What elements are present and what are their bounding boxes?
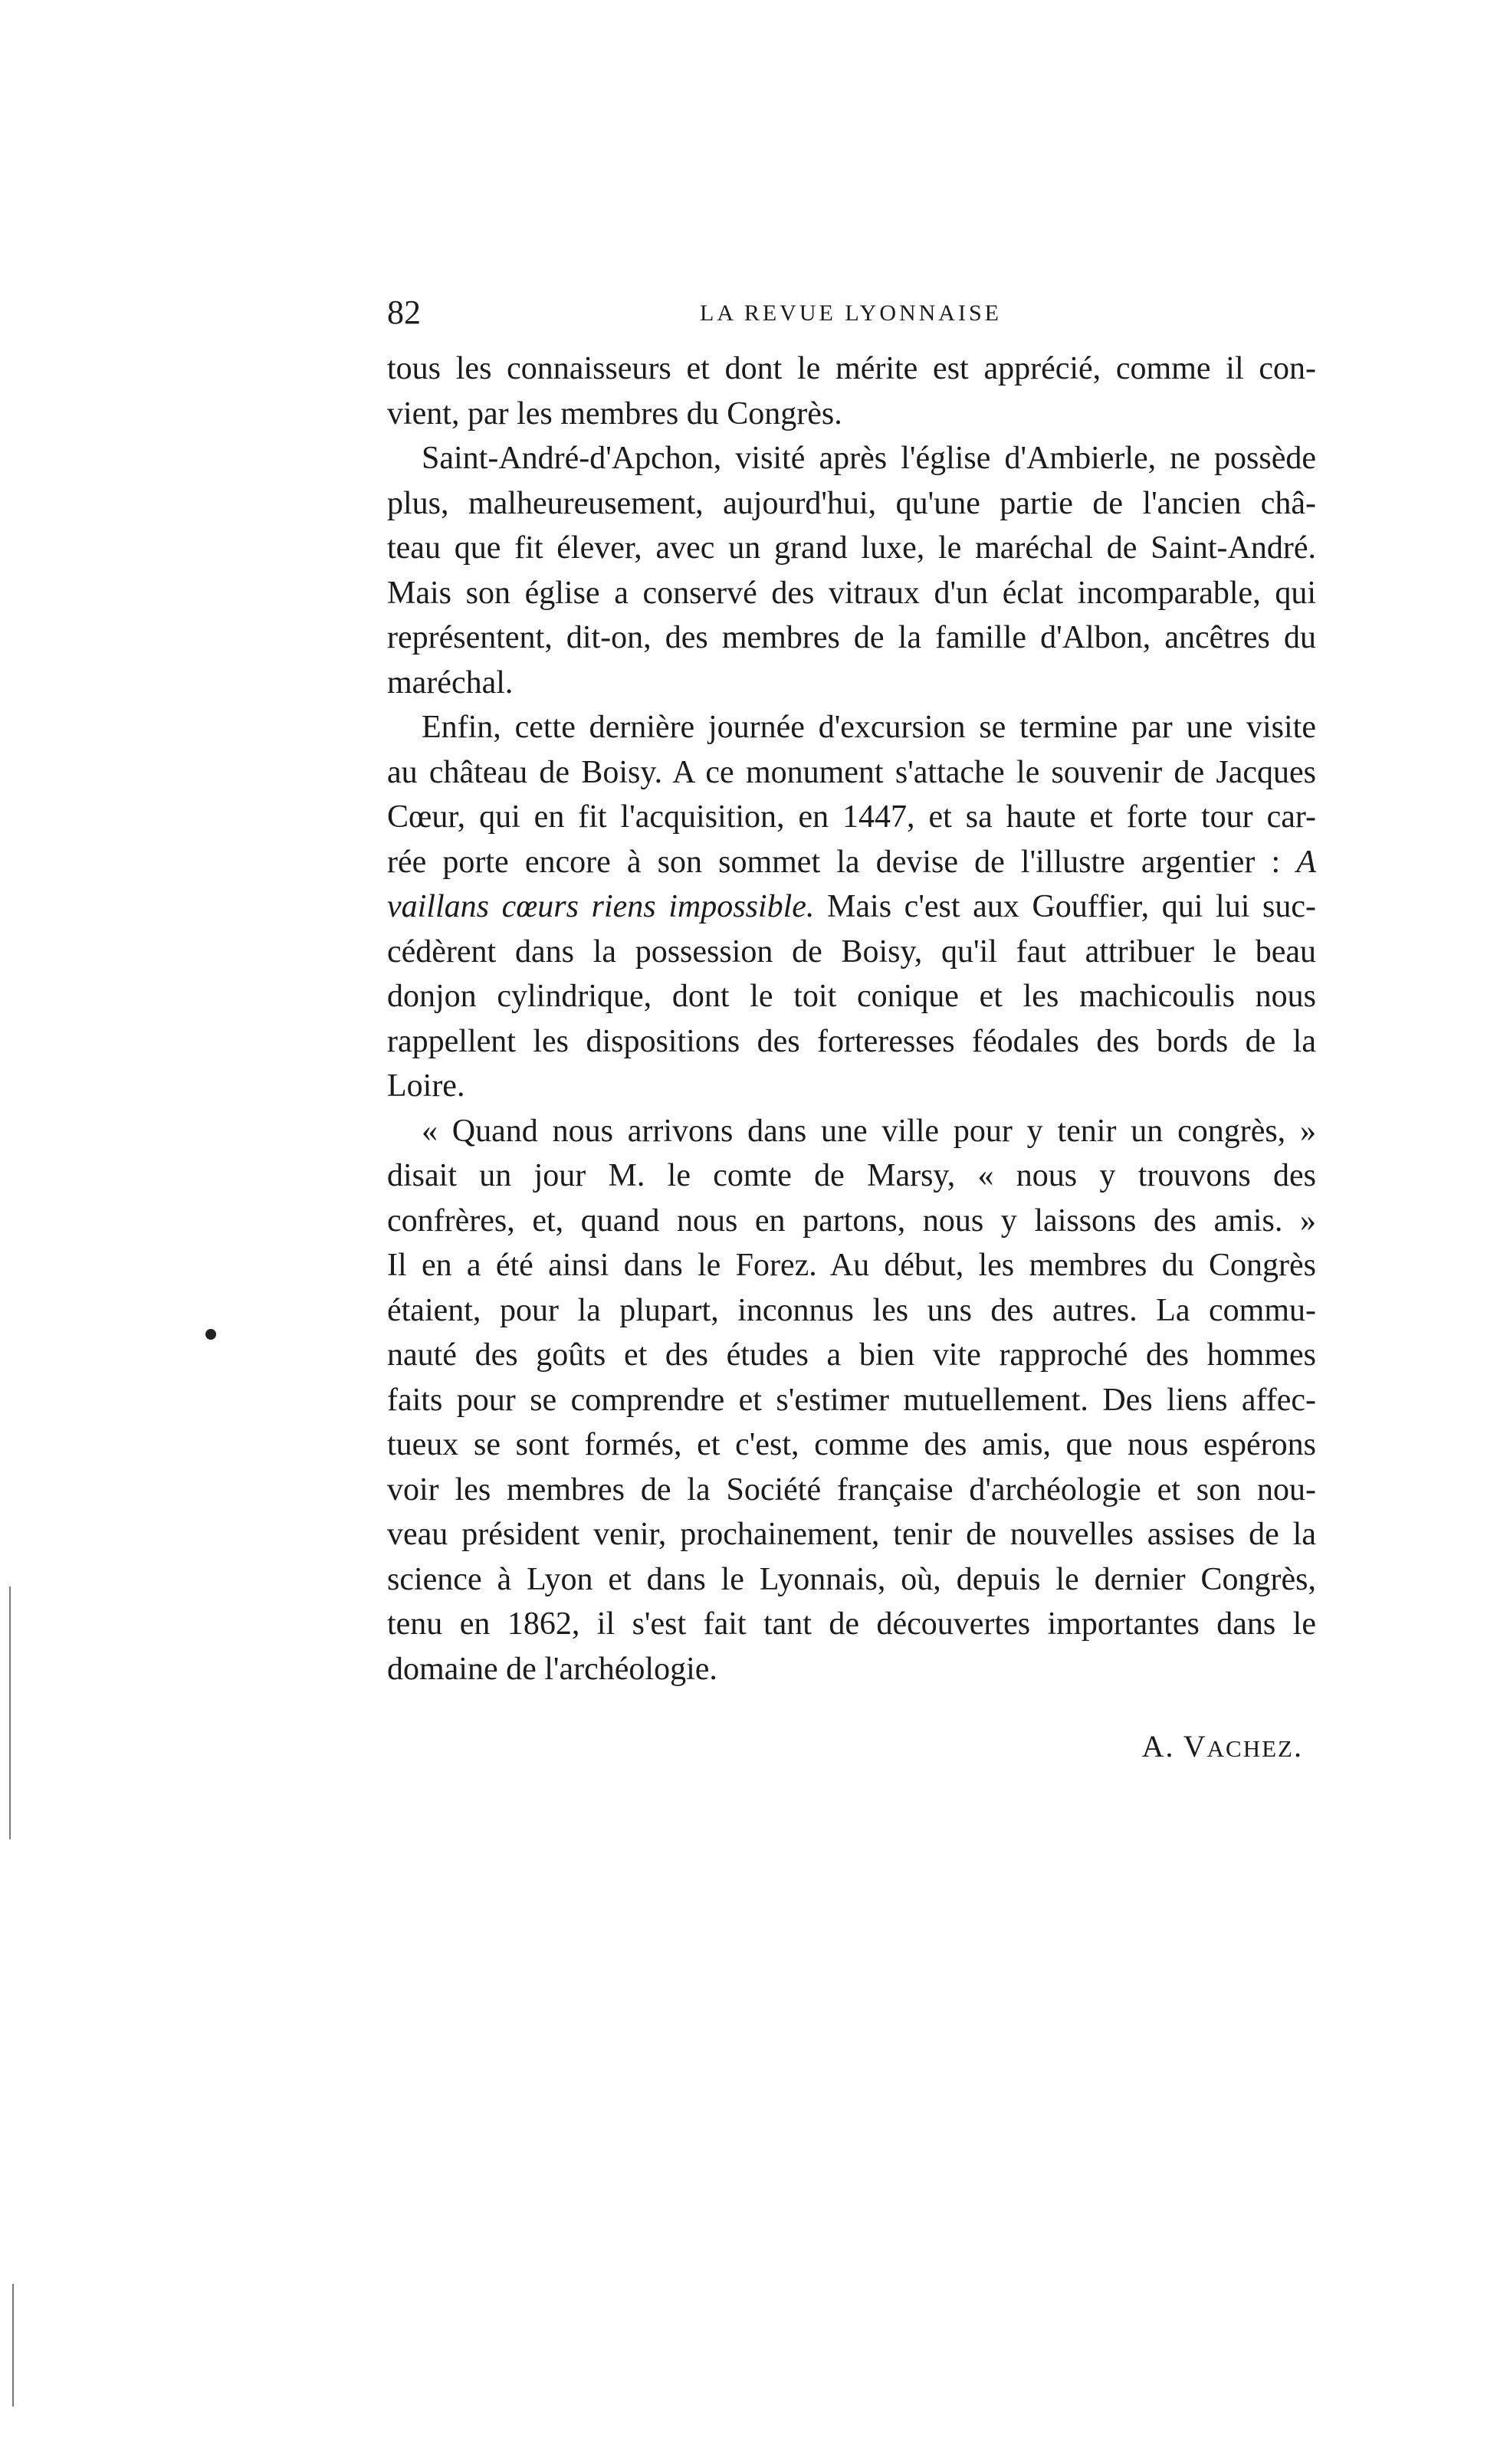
text-line: Loire. [387,1068,465,1104]
text-line [387,840,1316,885]
signature-initial: A. V [1141,1729,1207,1764]
text-line: plus, malheureusement, aujourd'hui, qu'une partie de l'ancien châ- [387,485,1316,521]
text-line: « Quand nous arrivons dans une ville pour y tenir un congrès, » [422,1113,1316,1149]
text-line: maréchal. [387,664,514,700]
paragraph [387,1109,1316,1692]
paragraph [387,436,1316,705]
text-line: donjon cylindrique, dont le toit conique et les machicoulis nous [387,979,1316,1014]
text-line: tenu en 1862, il s'est fait tant de découvertes importantes dans le [387,1606,1316,1642]
signature-end: . [1294,1729,1303,1764]
text-segment: rée porte encore à son sommet la devise de l'illustre argentier : [387,844,1297,880]
text-line: voir les membres de la Société française d'archéologie et son nou- [387,1472,1316,1508]
text-line: tueux se sont formés, et c'est, comme des amis, que nous espérons [387,1427,1316,1462]
scan-edge-line [9,1586,11,1839]
text-line: veau président venir, prochainement, tenir de nouvelles assises de la [387,1517,1316,1552]
text-segment: Mais c'est aux Gouffier, qui lui suc- [814,889,1316,924]
running-title: LA REVUE LYONNAISE [700,300,1002,326]
text-line: Il en a été ainsi dans le Forez. Au début, les membres du Congrès [387,1248,1316,1283]
text-line: Saint-André-d'Apchon, visité après l'église d'Ambierle, ne possède [422,441,1316,476]
text-line: Cœur, qui en fit l'acquisition, en 1447, et sa haute et forte tour car- [387,799,1316,835]
author-signature [920,1728,1303,1764]
text-line: étaient, pour la plupart, inconnus les uns des autres. La commu- [387,1292,1316,1328]
text-line: disait un jour M. le comte de Marsy, « nous y trouvons des [387,1158,1316,1193]
text-line: confrères, et, quand nous en partons, nous y laissons des amis. » [387,1202,1316,1239]
article-body [387,346,1316,1691]
text-line: représentent, dit-on, des membres de la famille d'Albon, ancêtres du [387,620,1316,655]
text-line [387,884,1316,930]
text-line: Enfin, cette dernière journée d'excursion se termine par une visite [422,710,1316,745]
text-line: rappellent les dispositions des forteresses féodales des bords de la [387,1023,1316,1059]
text-line: au château de Boisy. A ce monument s'attache le souvenir de Jacques [387,754,1316,790]
signature-surname: ACHEZ [1206,1735,1294,1762]
text-line: vient, par les membres du Congrès. [387,395,842,431]
italic-text: vaillans cœurs riens impossible. [387,889,815,924]
text-line: faits pour se comprendre et s'estimer mutuellement. Des liens affec- [387,1382,1316,1418]
italic-text: A [1296,844,1316,880]
page-number: 82 [387,294,421,331]
text-line: teau que fit élever, avec un grand luxe, le maréchal de Saint-André. [387,530,1316,566]
page-header [387,293,1315,339]
scan-speck [205,1329,216,1340]
paragraph [387,705,1316,1109]
text-line: nauté des goûts et des études a bien vite rapproché des hommes [387,1337,1316,1373]
paragraph [387,346,1316,436]
text-line: Mais son église a conservé des vitraux d'un éclat incomparable, qui [387,575,1316,611]
text-line: tous les connaisseurs et dont le mérite est apprécié, comme il con- [387,351,1316,386]
text-line: science à Lyon et dans le Lyonnais, où, depuis le dernier Congrès, [387,1561,1316,1597]
text-line: domaine de l'archéologie. [387,1651,717,1687]
text-line: cédèrent dans la possession de Boisy, qu'il faut attribuer le beau [387,933,1316,970]
scan-edge-line [12,2284,14,2407]
